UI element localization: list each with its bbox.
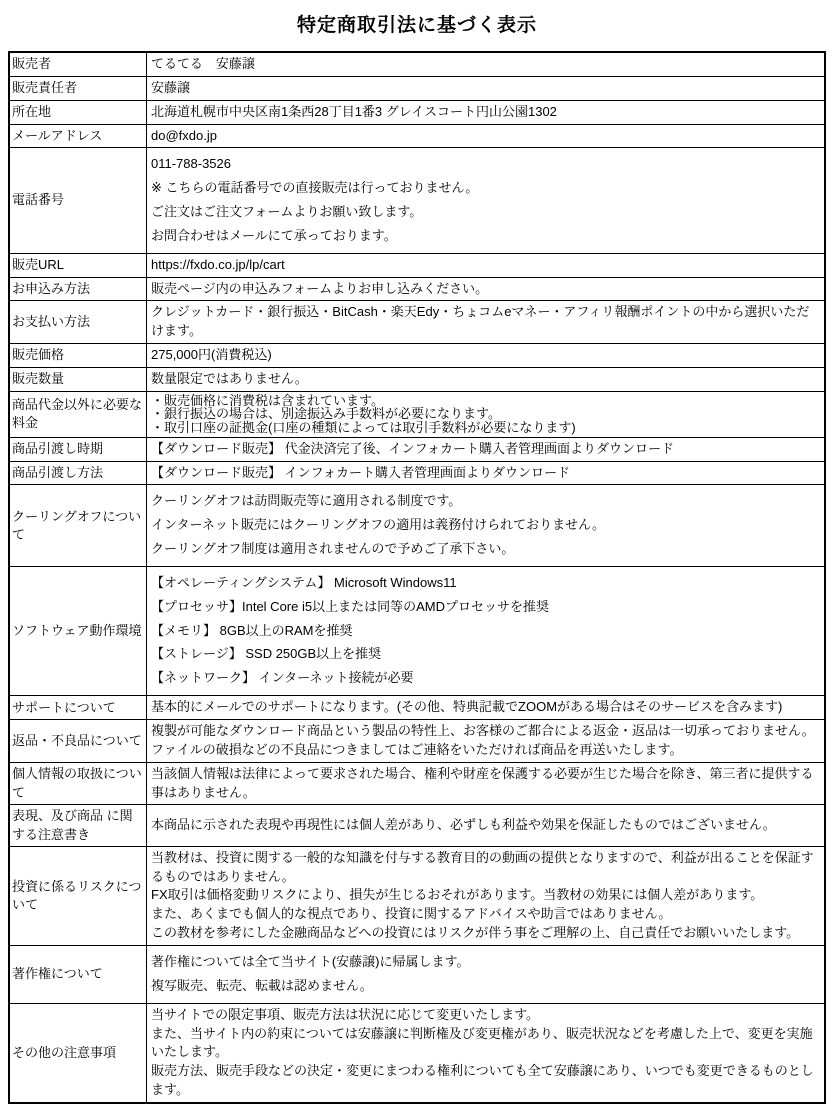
row-value bbox=[147, 945, 826, 1003]
row-label: 表現、及び商品 に関する注意書き bbox=[9, 805, 147, 846]
disclosure-page bbox=[0, 10, 834, 1104]
row-value-paragraph: https://fxdo.co.jp/lp/cart bbox=[151, 256, 285, 272]
row-value-paragraph: お問合わせはメールにて承っております。 bbox=[151, 227, 397, 243]
row-value-paragraph: 011-788-3526 bbox=[151, 156, 231, 172]
table-row bbox=[9, 277, 825, 301]
row-value-paragraph: 安藤譲 bbox=[151, 79, 191, 95]
row-value-paragraph: 基本的にメールでのサポートになります。(その他、特典記載でZOOMがある場合はそのサービスを含みます) bbox=[151, 699, 783, 715]
row-label: 所在地 bbox=[9, 100, 147, 124]
row-value bbox=[147, 277, 826, 301]
disclosure-table bbox=[8, 51, 826, 1104]
row-label: 販売者 bbox=[9, 52, 147, 76]
row-label: お支払い方法 bbox=[9, 301, 147, 344]
row-value bbox=[147, 566, 826, 695]
row-label: 販売責任者 bbox=[9, 76, 147, 100]
row-value-paragraph: 275,000円(消費税込) bbox=[151, 347, 272, 363]
page-title: 特定商取引法に基づく表示 bbox=[296, 15, 537, 36]
row-value-paragraph: 【メモリ】 8GB以上のRAMを推奨 bbox=[151, 622, 353, 638]
row-value bbox=[147, 100, 826, 124]
row-value bbox=[147, 253, 826, 277]
row-value-paragraph: クーリングオフ制度は適用されませんので予めご了承下さい。 bbox=[151, 541, 515, 557]
row-value bbox=[147, 696, 826, 720]
table-row bbox=[9, 391, 825, 437]
row-value-paragraph: 当サイトでの限定事項、販売方法は状況に応じて変更いたします。 また、当サイト内の約束については安藤譲に判断権及び変更権があり、販売状況などを考慮した上で、変更を実施いたします。 販売方法、販売手段などの決定・変更にまつわる権利についても全て安藤譲にあり、いつでも変更できるものとします。 bbox=[151, 1006, 814, 1098]
row-label: ソフトウェア動作環境 bbox=[9, 566, 147, 695]
row-value-paragraph: クーリングオフは訪問販売等に適用される制度です。 bbox=[151, 493, 462, 509]
row-value-paragraph: do@fxdo.jp bbox=[151, 127, 217, 143]
row-value bbox=[147, 148, 826, 253]
row-label: 商品代金以外に必要な料金 bbox=[9, 391, 147, 437]
row-value-paragraph: 北海道札幌市中央区南1条西28丁目1番3 グレイスコート円山公園1302 bbox=[151, 103, 557, 119]
table-row bbox=[9, 148, 825, 253]
row-value-paragraph: 当該個人情報は法律によって要求された場合、権利や財産を保護する必要が生じた場合を除き、第三者に提供する事はありません。 bbox=[151, 765, 814, 800]
row-value bbox=[147, 461, 826, 485]
row-label: メールアドレス bbox=[9, 124, 147, 148]
row-value-paragraph: 【ダウンロード販売】 代金決済完了後、インフォカート購入者管理画面よりダウンロード bbox=[151, 440, 674, 456]
table-row bbox=[9, 437, 825, 461]
row-label: クーリングオフについて bbox=[9, 485, 147, 567]
row-value bbox=[147, 344, 826, 368]
table-row bbox=[9, 253, 825, 277]
row-value bbox=[147, 391, 826, 437]
table-row bbox=[9, 100, 825, 124]
row-label: お申込み方法 bbox=[9, 277, 147, 301]
row-value-paragraph: ※ こちらの電話番号での直接販売は行っておりません。 bbox=[151, 180, 479, 196]
row-value-paragraph: 当教材は、投資に関する一般的な知識を付与する教育目的の動画の提供となりますので、利益が出ることを保証するものではありません。 FX取引は価格変動リスクにより、損失が生じるおそれがあります。当教材の効果には個人差があります。 また、あくまでも個人的な視点であり、投資に関するアドバイスや助言ではありません。 この教材を参考にした金融商品などへの投資にはリスクが伴う事をご理解の上、自己責任でお願いいたします。 bbox=[151, 849, 814, 941]
row-value-paragraph: 複写販売、転売、転載は認めません。 bbox=[151, 977, 373, 993]
row-value bbox=[147, 437, 826, 461]
row-value-paragraph: 【プロセッサ】Intel Core i5以上または同等のAMDプロセッサを推奨 bbox=[151, 598, 549, 614]
row-value-paragraph: 数量限定ではありません。 bbox=[151, 370, 308, 386]
table-row bbox=[9, 566, 825, 695]
row-label: 販売数量 bbox=[9, 367, 147, 391]
table-row bbox=[9, 301, 825, 344]
table-row bbox=[9, 461, 825, 485]
row-label: 販売URL bbox=[9, 253, 147, 277]
table-row bbox=[9, 945, 825, 1003]
table-row bbox=[9, 485, 825, 567]
row-value bbox=[147, 52, 826, 76]
row-value-paragraph: 本商品に示された表現や再現性には個人差があり、必ずしも利益や効果を保証したものではございません。 bbox=[151, 817, 776, 833]
table-row bbox=[9, 696, 825, 720]
row-label: 個人情報の取扱について bbox=[9, 762, 147, 805]
row-value-paragraph: インターネット販売にはクーリングオフの適用は義務付けられておりません。 bbox=[151, 517, 605, 533]
row-value-paragraph: ご注文はご注文フォームよりお願い致します。 bbox=[151, 204, 423, 220]
row-value-paragraph: 【オペレーティングシステム】 Microsoft Windows11 bbox=[151, 574, 457, 590]
row-label: 商品引渡し方法 bbox=[9, 461, 147, 485]
row-value bbox=[147, 485, 826, 567]
row-label: 返品・不良品について bbox=[9, 720, 147, 763]
table-row bbox=[9, 762, 825, 805]
row-label: 電話番号 bbox=[9, 148, 147, 253]
row-value-paragraph: 販売ページ内の申込みフォームよりお申し込みください。 bbox=[151, 280, 489, 296]
row-value bbox=[147, 301, 826, 344]
row-value bbox=[147, 367, 826, 391]
table-row bbox=[9, 1003, 825, 1103]
row-label: 販売価格 bbox=[9, 344, 147, 368]
row-value-paragraph: 複製が可能なダウンロード商品という製品の特性上、お客様のご都合による返金・返品は一切承っておりません。 ファイルの破損などの不良品につきましてはご連絡をいただければ商品を再送いたします。 bbox=[151, 723, 815, 757]
row-value-paragraph: 【ストレージ】 SSD 250GB以上を推奨 bbox=[151, 646, 382, 662]
row-value-paragraph: 【ネットワーク】 インターネット接続が必要 bbox=[151, 670, 414, 686]
row-value bbox=[147, 762, 826, 805]
row-value-paragraph: 【ダウンロード販売】 インフォカート購入者管理画面よりダウンロード bbox=[151, 464, 570, 480]
row-value bbox=[147, 1003, 826, 1103]
row-value bbox=[147, 124, 826, 148]
row-value bbox=[147, 76, 826, 100]
table-row bbox=[9, 344, 825, 368]
row-label: 著作権について bbox=[9, 945, 147, 1003]
row-value-paragraph: ・販売価格に消費税は含まれています。 ・銀行振込の場合は、別途振込み手数料が必要になります。 ・取引口座の証拠金(口座の種類によっては取引手数料が必要になります) bbox=[151, 392, 576, 436]
table-row bbox=[9, 805, 825, 846]
row-label: 投資に係るリスクについて bbox=[9, 846, 147, 945]
row-label: サポートについて bbox=[9, 696, 147, 720]
table-row bbox=[9, 76, 825, 100]
row-label: その他の注意事項 bbox=[9, 1003, 147, 1103]
row-value-paragraph: てるてる 安藤譲 bbox=[151, 56, 255, 71]
row-label: 商品引渡し時期 bbox=[9, 437, 147, 461]
table-row bbox=[9, 720, 825, 763]
table-row bbox=[9, 846, 825, 945]
row-value bbox=[147, 805, 826, 846]
row-value-paragraph: クレジットカード・銀行振込・BitCash・楽天Edy・ちょコムeマネー・アフィリ報酬ポイントの中から選択いただけます。 bbox=[151, 304, 810, 339]
row-value bbox=[147, 846, 826, 945]
disclosure-table-body bbox=[9, 52, 825, 1103]
table-row bbox=[9, 52, 825, 76]
table-row bbox=[9, 367, 825, 391]
table-row bbox=[9, 124, 825, 148]
row-value bbox=[147, 720, 826, 763]
row-value-paragraph: 著作権については全て当サイト(安藤譲)に帰属します。 bbox=[151, 953, 470, 969]
